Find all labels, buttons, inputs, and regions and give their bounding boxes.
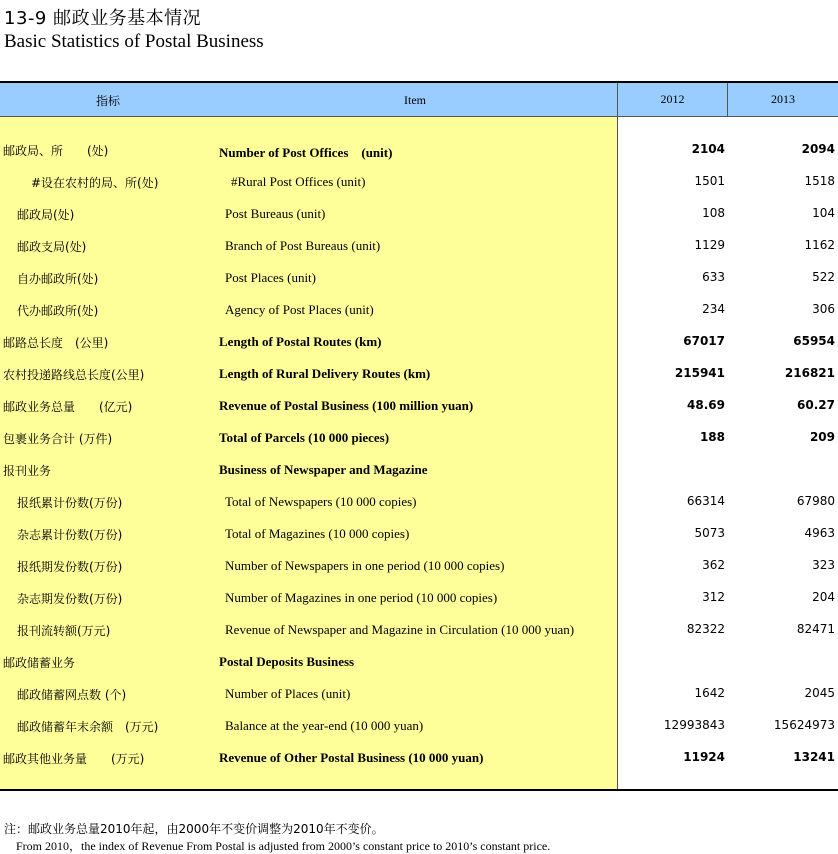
table-row xyxy=(0,550,838,582)
page-title-en: Basic Statistics of Postal Business xyxy=(4,31,264,52)
table-row xyxy=(0,710,838,742)
value-2012: 66314 xyxy=(686,494,725,508)
row-label-en: Total of Magazines (10 000 copies) xyxy=(225,526,410,541)
value-2012: 5073 xyxy=(694,526,725,540)
row-label-cn: 杂志期发份数(万份) xyxy=(17,592,123,606)
table-row xyxy=(0,294,838,326)
header-2012: 2012 xyxy=(618,83,728,117)
row-label-en: Branch of Post Bureaus (unit) xyxy=(225,238,381,253)
row-label-en: Business of Newspaper and Magazine xyxy=(219,462,428,477)
value-2012: 188 xyxy=(699,430,725,444)
header-item-label: Item xyxy=(404,93,426,107)
row-label-en: Post Bureaus (unit) xyxy=(225,206,326,221)
value-2013: 65954 xyxy=(793,334,835,348)
table-row xyxy=(0,742,838,774)
header-indicator-label: 指标 xyxy=(96,94,121,108)
row-label-cn: 邮政储蓄业务 xyxy=(3,656,76,670)
value-2012: 11924 xyxy=(683,750,725,764)
row-label-en: Balance at the year-end (10 000 yuan) xyxy=(225,718,424,733)
row-label-cn: #设在农村的局、所(处) xyxy=(31,176,159,190)
table-row xyxy=(0,678,838,710)
header-indicator-cell xyxy=(0,83,618,117)
statistics-table xyxy=(0,81,838,791)
row-label-en: Number of Newspapers in one period (10 000 copies) xyxy=(225,558,505,573)
value-2012: 1129 xyxy=(694,238,725,252)
value-2012: 48.69 xyxy=(687,398,725,412)
row-label-en: Revenue of Postal Business (100 million yuan) xyxy=(219,398,474,413)
value-2012: 234 xyxy=(702,302,725,316)
value-2012: 82322 xyxy=(686,622,725,636)
value-2013: 323 xyxy=(812,558,835,572)
value-2013: 522 xyxy=(812,270,835,284)
row-label-cn: 报纸期发份数(万份) xyxy=(17,560,123,574)
row-label-cn: 包裹业务合计 (万件) xyxy=(3,432,113,446)
footnote-cn: 注：邮政业务总量2010年起，由2000年不变价调整为2010年不变价。 xyxy=(4,822,384,836)
value-2013: 216821 xyxy=(784,366,835,380)
row-label-en: Total of Newspapers (10 000 copies) xyxy=(225,494,417,509)
row-label-cn: 邮政局(处) xyxy=(17,208,75,222)
row-label-en: Revenue of Other Postal Business (10 000 yuan) xyxy=(219,750,484,765)
table-row xyxy=(0,390,838,422)
row-label-en: Total of Parcels (10 000 pieces) xyxy=(219,430,390,445)
table-row xyxy=(0,486,838,518)
value-2012: 12993843 xyxy=(663,718,725,732)
row-label-cn: 邮政业务总量 (亿元) xyxy=(3,400,133,414)
row-label-en: #Rural Post Offices (unit) xyxy=(231,174,366,189)
table-row xyxy=(0,614,838,646)
row-label-en: Post Places (unit) xyxy=(225,270,316,285)
row-label-cn: 邮政其他业务量 (万元) xyxy=(3,752,145,766)
value-2013: 60.27 xyxy=(797,398,835,412)
value-2013: 209 xyxy=(809,430,835,444)
table-rows xyxy=(0,134,838,774)
value-2012: 1501 xyxy=(694,174,725,188)
row-label-en: Number of Places (unit) xyxy=(225,686,351,701)
row-label-en: Number of Magazines in one period (10 000 copies) xyxy=(225,590,498,605)
table-row xyxy=(0,262,838,294)
row-label-en: Agency of Post Places (unit) xyxy=(225,302,374,317)
value-2013: 2045 xyxy=(804,686,835,700)
value-2013: 2094 xyxy=(801,142,835,156)
value-2012: 312 xyxy=(702,590,725,604)
table-row xyxy=(0,454,838,486)
value-2012: 215941 xyxy=(674,366,725,380)
footnote-en: From 2010，the index of Revenue From Postal is adjusted from 2000’s constant price to 2010’s constant price. xyxy=(16,839,551,853)
row-label-en: Length of Rural Delivery Routes (km) xyxy=(219,366,431,381)
value-2013: 204 xyxy=(812,590,835,604)
value-2013: 13241 xyxy=(793,750,835,764)
row-label-cn: 邮政储蓄年末余额 (万元) xyxy=(17,720,159,734)
row-label-en: Revenue of Newspaper and Magazine in Circulation (10 000 yuan) xyxy=(225,622,575,637)
value-2013: 1162 xyxy=(804,238,835,252)
value-2013: 1518 xyxy=(804,174,835,188)
value-2013: 15624973 xyxy=(773,718,835,732)
row-label-en: Number of Post Offices (unit) xyxy=(219,145,393,160)
table-row xyxy=(0,326,838,358)
row-label-en: Length of Postal Routes (km) xyxy=(219,334,382,349)
page-title-cn: 13-9 邮政业务基本情况 xyxy=(4,8,202,29)
table-row xyxy=(0,134,838,166)
row-label-cn: 报纸累计份数(万份) xyxy=(17,496,123,510)
value-2013: 67980 xyxy=(796,494,835,508)
row-label-cn: 农村投递路线总长度(公里) xyxy=(3,368,145,382)
table-header xyxy=(0,83,838,117)
row-label-en: Postal Deposits Business xyxy=(219,654,355,669)
value-2013: 306 xyxy=(812,302,835,316)
row-label-cn: 报刊流转额(万元) xyxy=(17,624,111,638)
row-label-cn: 自办邮政所(处) xyxy=(17,272,99,286)
table-row xyxy=(0,422,838,454)
row-label-cn: 邮政局、所 (处) xyxy=(3,144,109,158)
table-row xyxy=(0,358,838,390)
table-row xyxy=(0,230,838,262)
value-2012: 108 xyxy=(702,206,725,220)
row-label-cn: 报刊业务 xyxy=(3,464,52,478)
value-2013: 82471 xyxy=(796,622,835,636)
row-label-cn: 代办邮政所(处) xyxy=(17,304,99,318)
header-2013: 2013 xyxy=(728,83,838,117)
value-2012: 2104 xyxy=(691,142,725,156)
row-label-cn: 邮政储蓄网点数 (个) xyxy=(17,688,127,702)
value-2013: 104 xyxy=(812,206,835,220)
row-label-cn: 杂志累计份数(万份) xyxy=(17,528,123,542)
value-2012: 67017 xyxy=(683,334,725,348)
value-2012: 1642 xyxy=(694,686,725,700)
value-2013: 4963 xyxy=(804,526,835,540)
table-row xyxy=(0,518,838,550)
value-2012: 633 xyxy=(702,270,725,284)
row-label-cn: 邮政支局(处) xyxy=(17,240,87,254)
table-row xyxy=(0,166,838,198)
row-label-cn: 邮路总长度 (公里) xyxy=(3,336,109,350)
table-row xyxy=(0,582,838,614)
table-row xyxy=(0,198,838,230)
table-row xyxy=(0,646,838,678)
value-2012: 362 xyxy=(702,558,725,572)
table-bottom-rule xyxy=(0,789,838,791)
